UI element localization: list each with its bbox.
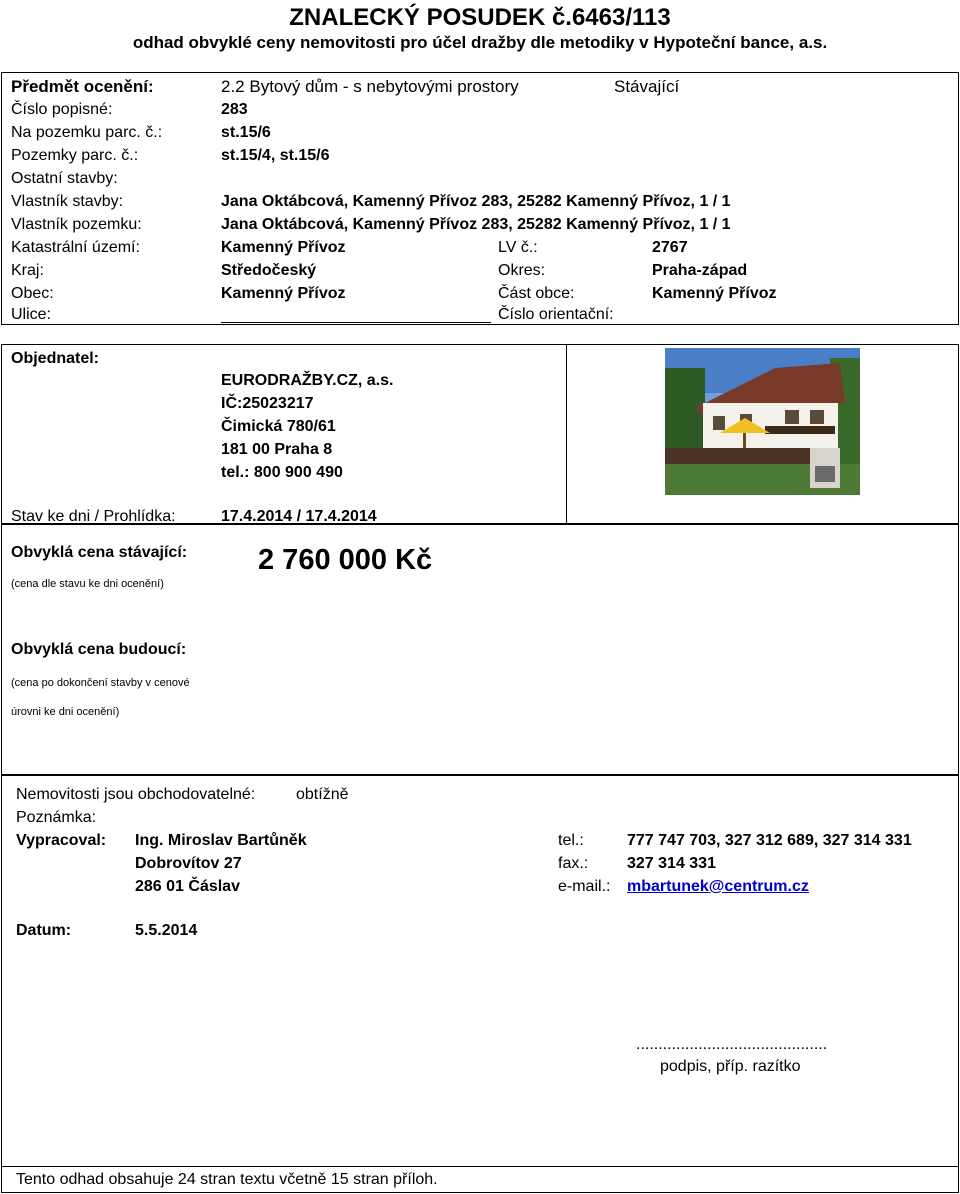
stav-value: 17.4.2014 / 17.4.2014 bbox=[221, 508, 377, 525]
author-name: Ing. Miroslav Bartůněk bbox=[135, 832, 307, 849]
date-value: 5.5.2014 bbox=[135, 922, 198, 939]
note-label: Poznámka: bbox=[16, 809, 97, 826]
vlastnik-pozemku-value: Jana Oktábcová, Kamenný Přívoz 283, 25282 Kamenný Přívoz, 1 / 1 bbox=[221, 216, 731, 233]
future-price-note-2: úrovni ke dni ocenění) bbox=[11, 706, 120, 718]
fax-label: fax.: bbox=[558, 855, 589, 872]
katastr-value: Kamenný Přívoz bbox=[221, 239, 346, 256]
future-price-note-1: (cena po dokončení stavby v cenové bbox=[11, 677, 190, 689]
tel-value: 777 747 703, 327 312 689, 327 314 331 bbox=[627, 832, 912, 849]
client-street: Čimická 780/61 bbox=[221, 418, 336, 435]
cislo-orient-label: Číslo orientační: bbox=[498, 306, 614, 323]
marketable-label: Nemovitosti jsou obchodovatelné: bbox=[16, 786, 256, 803]
ulice-label: Ulice: bbox=[11, 306, 52, 323]
predmet-status: Stávající bbox=[614, 77, 680, 96]
email-label: e-mail.: bbox=[558, 878, 611, 895]
vlastnik-pozemku-label: Vlastník pozemku: bbox=[11, 216, 142, 233]
predmet-value: 2.2 Bytový dům - s nebytovými prostory bbox=[221, 77, 519, 96]
date-label: Datum: bbox=[16, 922, 72, 939]
okres-value: Praha-západ bbox=[652, 262, 748, 279]
pages-divider bbox=[1, 1166, 959, 1167]
stav-label: Stav ke dni / Prohlídka: bbox=[11, 508, 176, 525]
ostatni-stavby-label: Ostatní stavby: bbox=[11, 170, 118, 187]
client-label: Objednatel: bbox=[11, 350, 100, 367]
cislo-popisne-label: Číslo popisné: bbox=[11, 101, 113, 118]
signature-dots: ........................................... bbox=[636, 1036, 828, 1053]
client-city: 181 00 Praha 8 bbox=[221, 441, 333, 458]
vlastnik-stavby-value: Jana Oktábcová, Kamenný Přívoz 283, 25282 Kamenný Přívoz, 1 / 1 bbox=[221, 193, 731, 210]
ulice-line bbox=[221, 322, 491, 323]
lv-value: 2767 bbox=[652, 239, 688, 256]
building-photo bbox=[665, 348, 860, 495]
obec-value: Kamenný Přívoz bbox=[221, 285, 346, 302]
kraj-value: Středočeský bbox=[221, 262, 317, 279]
current-price-value: 2 760 000 Kč bbox=[258, 544, 433, 576]
client-name: EURODRAŽBY.CZ, a.s. bbox=[221, 372, 394, 389]
kraj-label: Kraj: bbox=[11, 262, 44, 279]
future-price-label: Obvyklá cena budoucí: bbox=[11, 641, 187, 658]
tel-label: tel.: bbox=[558, 832, 584, 849]
na-pozemku-label: Na pozemku parc. č.: bbox=[11, 124, 163, 141]
cast-obce-value: Kamenný Přívoz bbox=[652, 285, 777, 302]
pozemky-label: Pozemky parc. č.: bbox=[11, 147, 139, 164]
pozemky-value: st.15/4, st.15/6 bbox=[221, 147, 330, 164]
katastr-label: Katastrální území: bbox=[11, 239, 140, 256]
lv-label: LV č.: bbox=[498, 239, 538, 256]
author-street: Dobrovítov 27 bbox=[135, 855, 242, 872]
client-divider bbox=[566, 344, 567, 524]
email-link[interactable]: mbartunek@centrum.cz bbox=[627, 878, 809, 895]
obec-label: Obec: bbox=[11, 285, 54, 302]
pages-note: Tento odhad obsahuje 24 stran textu včetně 15 stran příloh. bbox=[16, 1171, 438, 1188]
author-city: 286 01 Čáslav bbox=[135, 878, 240, 895]
current-price-note: (cena dle stavu ke dni ocenění) bbox=[11, 578, 164, 590]
vlastnik-stavby-label: Vlastník stavby: bbox=[11, 193, 124, 210]
predmet-label: Předmět ocenění: bbox=[11, 77, 154, 96]
client-ic: IČ:25023217 bbox=[221, 395, 314, 412]
client-tel: tel.: 800 900 490 bbox=[221, 464, 343, 481]
marketable-value: obtížně bbox=[296, 786, 349, 803]
cislo-popisne-value: 283 bbox=[221, 101, 248, 118]
author-label: Vypracoval: bbox=[16, 832, 107, 849]
document-title: ZNALECKÝ POSUDEK č.6463/113 bbox=[289, 4, 671, 31]
signature-label: podpis, příp. razítko bbox=[660, 1058, 801, 1075]
okres-label: Okres: bbox=[498, 262, 546, 279]
fax-value: 327 314 331 bbox=[627, 855, 716, 872]
document-subtitle: odhad obvyklé ceny nemovitosti pro účel dražby dle metodiky v Hypoteční bance, a.s. bbox=[132, 33, 828, 52]
cast-obce-label: Část obce: bbox=[498, 285, 575, 302]
na-pozemku-value: st.15/6 bbox=[221, 124, 271, 141]
current-price-label: Obvyklá cena stávající: bbox=[11, 544, 188, 561]
